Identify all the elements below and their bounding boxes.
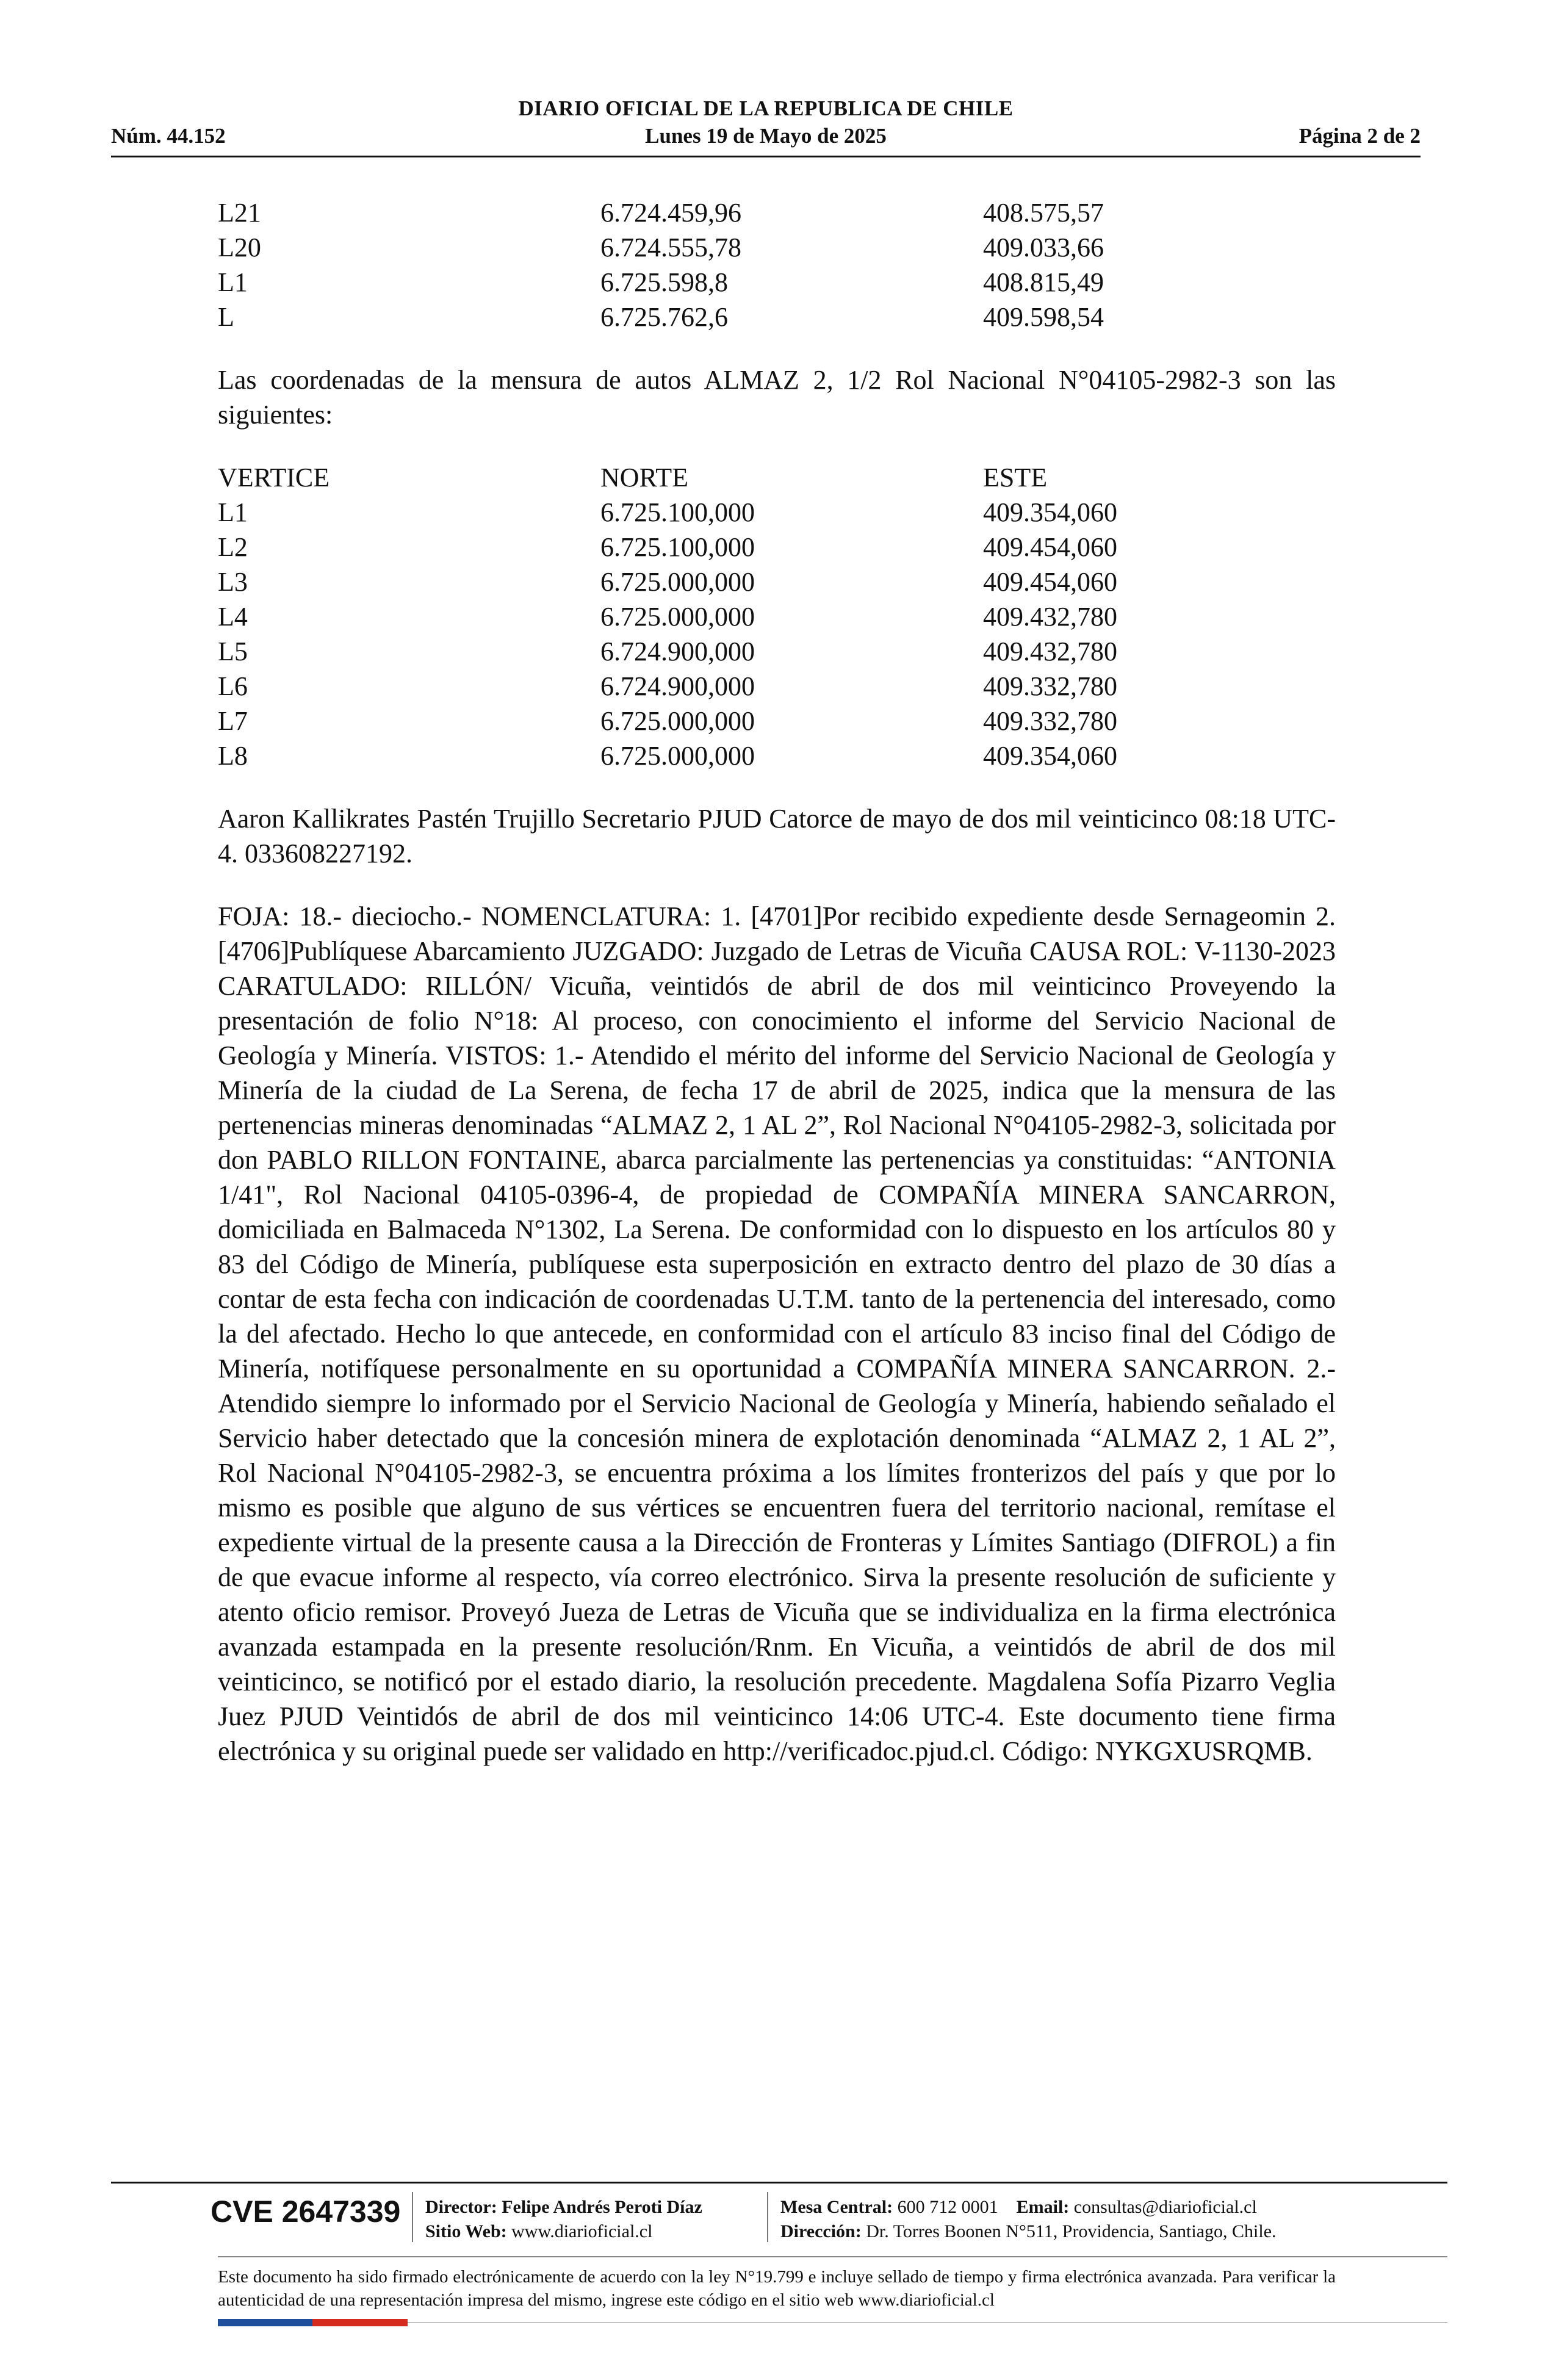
director-label: Director: <box>425 2197 497 2217</box>
east-cell: 409.332,780 <box>983 706 1117 736</box>
document-body <box>218 195 1336 1769</box>
north-cell: 6.724.900,000 <box>600 671 755 701</box>
vertex-cell: L <box>218 302 234 332</box>
flag-stripe <box>218 2319 408 2326</box>
north-cell: 6.725.000,000 <box>600 741 755 771</box>
north-cell: 6.725.000,000 <box>600 706 755 736</box>
mesa-phone: 600 712 0001 <box>897 2197 998 2217</box>
table-row <box>218 634 1336 669</box>
issue-date: Lunes 19 de Mayo de 2025 <box>645 124 887 148</box>
vertex-cell: L2 <box>218 532 248 562</box>
footer-bottom-line <box>408 2322 1447 2323</box>
signature-paragraph: Aaron Kallikrates Pastén Trujillo Secretario PJUD Catorce de mayo de dos mil veinticinco 08:18 UTC-4. 033608227192. <box>218 804 1336 868</box>
vertex-cell: L5 <box>218 636 248 666</box>
east-cell: 409.354,060 <box>983 497 1117 527</box>
east-cell: 408.575,57 <box>983 198 1104 228</box>
coordinates-table-continued <box>218 195 1336 334</box>
footer-separator <box>767 2192 768 2242</box>
footer-divider <box>111 2182 1447 2183</box>
north-cell: 6.724.459,96 <box>600 198 741 228</box>
footer-divider-thin <box>218 2256 1447 2257</box>
table-row <box>218 300 1336 334</box>
vertex-cell: L7 <box>218 706 248 736</box>
table-row <box>218 265 1336 300</box>
north-cell: 6.725.100,000 <box>600 532 755 562</box>
north-cell: 6.725.598,8 <box>600 267 728 297</box>
north-cell: 6.725.000,000 <box>600 567 755 597</box>
east-cell: 408.815,49 <box>983 267 1104 297</box>
east-cell: 409.454,060 <box>983 567 1117 597</box>
table-header-row <box>218 460 1336 495</box>
vertex-cell: L8 <box>218 741 248 771</box>
column-header: ESTE <box>983 463 1048 492</box>
vertex-cell: L20 <box>218 233 261 262</box>
east-cell: 409.454,060 <box>983 532 1117 562</box>
north-cell: 6.724.555,78 <box>600 233 741 262</box>
address-value: Dr. Torres Boonen N°511, Providencia, Santiago, Chile. <box>866 2221 1277 2241</box>
north-cell: 6.724.900,000 <box>600 636 755 666</box>
site-label: Sitio Web: <box>425 2221 507 2241</box>
legal-disclaimer: Este documento ha sido firmado electrónicamente de acuerdo con la ley N°19.799 e incluye sellado de tiempo y firma electrónica avanzada. Para verificar la autenticidad de una representación impresa del mismo, ingrese este código en el sitio web www.diarioficial.cl <box>218 2267 1336 2310</box>
vertex-cell: L1 <box>218 497 248 527</box>
table-row <box>218 195 1336 230</box>
page-indicator: Página 2 de 2 <box>1298 124 1421 148</box>
east-cell: 409.598,54 <box>983 302 1104 332</box>
director-name: Felipe Andrés Peroti Díaz <box>502 2197 702 2217</box>
issue-number: Núm. 44.152 <box>111 124 226 148</box>
vertex-cell: L3 <box>218 567 248 597</box>
north-cell: 6.725.000,000 <box>600 602 755 632</box>
east-cell: 409.432,780 <box>983 636 1117 666</box>
footer-director-block <box>425 2195 702 2244</box>
flag-blue-segment <box>218 2319 312 2326</box>
footer-contact-block <box>780 2195 1277 2244</box>
table-row <box>218 704 1336 738</box>
mesa-label: Mesa Central: <box>780 2197 893 2217</box>
coordinates-table <box>218 460 1336 773</box>
east-cell: 409.432,780 <box>983 602 1117 632</box>
vertex-cell: L6 <box>218 671 248 701</box>
east-cell: 409.354,060 <box>983 741 1117 771</box>
address-label: Dirección: <box>780 2221 862 2241</box>
resolution-paragraph: FOJA: 18.- dieciocho.- NOMENCLATURA: 1. [4701]Por recibido expediente desde Sernageomin 2. [4706]Publíquese Abarcamiento JUZGADO: Juzgado de Letras de Vicuña CAUSA ROL: V-1130-2023 CARATULADO: RILLÓN/ Vicuña, veintidós de abril de dos mil veinticinco Proveyendo la presentación de folio N°18: Al proceso, con conocimiento el informe del Servicio Nacional de Geología y Minería. VISTOS: 1.- Atendido el mérito del informe del Servicio Nacional de Geología y Minería de la ciudad de La Serena, de fecha 17 de abril de 2025, indica que la mensura de las pertenencias mineras denominadas “ALMAZ 2, 1 AL 2”, Rol Nacional N°04105-2982-3, solicitada por don PABLO RILLON FONTAINE, abarca parcialmente las pertenencias ya constituidas: “ANTONIA 1/41", Rol Nacional 04105-0396-4, de propiedad de COMPAÑÍA MINERA SANCARRON, domiciliada en Balmaceda N°1302, La Serena. De conformidad con lo dispuesto en los artículos 80 y 83 del Código de Minería, publíquese esta superposición en extracto dentro del plazo de 30 días a contar de esta fecha con indicación de coordenadas U.T.M. tanto de la pertenencia del interesado, como la del afectado. Hecho lo que antecede, en conformidad con el artículo 83 inciso final del Código de Minería, notifíquese personalmente en su oportunidad a COMPAÑÍA MINERA SANCARRON. 2.- Atendido siempre lo informado por el Servicio Nacional de Geología y Minería, habiendo señalado el Servicio haber detectado que la concesión minera de explotación denominada “ALMAZ 2, 1 AL 2”, Rol Nacional N°04105-2982-3, se encuentra próxima a los límites fronterizos del país y que por lo mismo es posible que alguno de sus vértices se encuentren fuera del territorio nacional, remítase el expediente virtual de la presente causa a la Dirección de Fronteras y Límites Santiago (DIFROL) a fin de que evacue informe al respecto, vía correo electrónico. Sirva la presente resolución de suficiente y atento oficio remisor. Proveyó Jueza de Letras de Vicuña que se individualiza en la firma electrónica avanzada estampada en la presente resolución/Rnm. En Vicuña, a veintidós de abril de dos mil veinticinco, se notificó por el estado diario, la resolución precedente. Magdalena Sofía Pizarro Veglia Juez PJUD Veintidós de abril de dos mil veinticinco 14:06 UTC-4. Este documento tiene firma electrónica y su original puede ser validado en http://verificadoc.pjud.cl. Código: NYKGXUSRQMB. <box>218 901 1336 1766</box>
cve-code: CVE 2647339 <box>211 2194 401 2229</box>
table-row <box>218 495 1336 530</box>
table-row <box>218 230 1336 265</box>
table-row <box>218 564 1336 599</box>
table-row <box>218 738 1336 773</box>
table-row <box>218 530 1336 564</box>
column-header: NORTE <box>600 463 689 492</box>
footer-separator <box>412 2192 413 2242</box>
email-address[interactable]: consultas@diarioficial.cl <box>1073 2197 1257 2217</box>
table-row <box>218 599 1336 634</box>
flag-red-segment <box>312 2319 408 2326</box>
vertex-cell: L4 <box>218 602 248 632</box>
column-header: VERTICE <box>218 463 330 492</box>
vertex-cell: L21 <box>218 198 261 228</box>
header-divider <box>111 156 1421 157</box>
email-label: Email: <box>1016 2197 1070 2217</box>
east-cell: 409.033,66 <box>983 233 1104 262</box>
north-cell: 6.725.100,000 <box>600 497 755 527</box>
vertex-cell: L1 <box>218 267 248 297</box>
north-cell: 6.725.762,6 <box>600 302 728 332</box>
site-url[interactable]: www.diarioficial.cl <box>511 2221 653 2241</box>
table-row <box>218 669 1336 704</box>
east-cell: 409.332,780 <box>983 671 1117 701</box>
newspaper-title: DIARIO OFICIAL DE LA REPUBLICA DE CHILE <box>518 96 1014 120</box>
intro-paragraph: Las coordenadas de la mensura de autos ALMAZ 2, 1/2 Rol Nacional N°04105-2982-3 son las siguientes: <box>218 365 1336 430</box>
